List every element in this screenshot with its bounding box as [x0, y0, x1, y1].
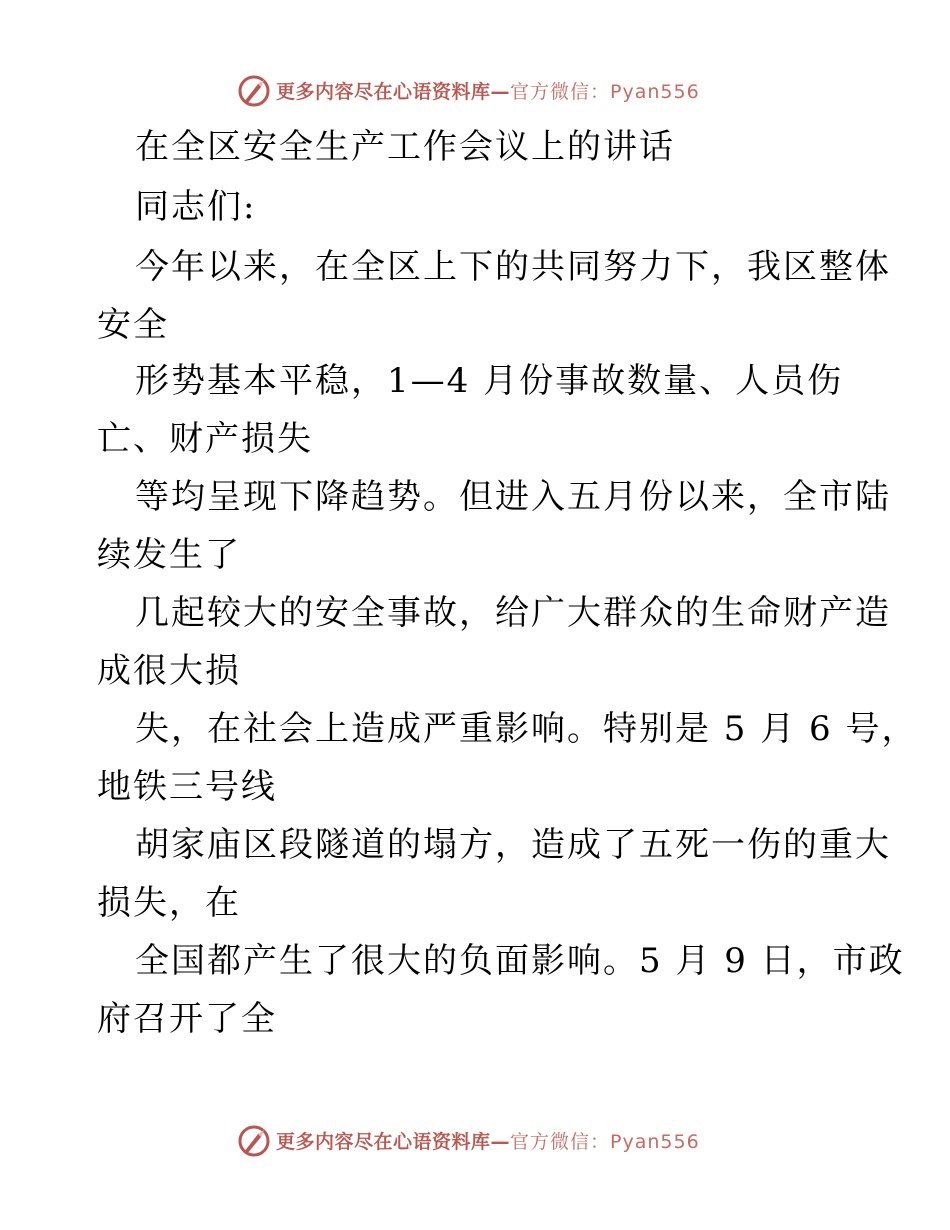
paragraph-line: 失，在社会上造成严重影响。特别是 5 月 6 号， [135, 709, 918, 749]
paragraph-line: 今年以来，在全区上下的共同努力下，我区整体 [135, 247, 891, 287]
banner-title: 更多内容尽在心语资料库— [276, 1130, 511, 1153]
document-title: 在全区安全生产工作会议上的讲话 [135, 127, 675, 167]
salutation: 同志们: [135, 187, 257, 227]
paragraph-line: 几起较大的安全事故，给广大群众的生命财产造 [135, 593, 891, 633]
paragraph-line: 等均呈现下降趋势。但进入五月份以来，全市陆 [135, 477, 891, 517]
paragraph-line: 府召开了全 [97, 999, 277, 1039]
pen-logo-icon [236, 72, 272, 108]
paragraph-line: 胡家庙区段隧道的塌方，造成了五死一伤的重大 [135, 825, 891, 865]
footer-banner [236, 1122, 700, 1158]
header-banner [236, 72, 700, 108]
banner-wechat: 官方微信：Pyan556 [510, 80, 700, 103]
paragraph-line: 地铁三号线 [97, 767, 277, 807]
banner-wechat: 官方微信：Pyan556 [510, 1130, 700, 1153]
paragraph-line: 形势基本平稳，1—4 月份事故数量、人员伤 [135, 361, 844, 401]
paragraph-line: 全国都产生了很大的负面影响。5 月 9 日，市政 [135, 941, 905, 981]
paragraph-line: 成很大损 [97, 651, 241, 691]
paragraph-line: 续发生了 [97, 535, 241, 575]
paragraph-line: 亡、财产损失 [97, 419, 313, 459]
banner-text [276, 77, 700, 104]
banner-text [276, 1127, 700, 1154]
banner-title: 更多内容尽在心语资料库— [276, 80, 511, 103]
pen-logo-icon [236, 1122, 272, 1158]
paragraph-line: 安全 [97, 305, 169, 345]
paragraph-line: 损失，在 [97, 883, 241, 923]
